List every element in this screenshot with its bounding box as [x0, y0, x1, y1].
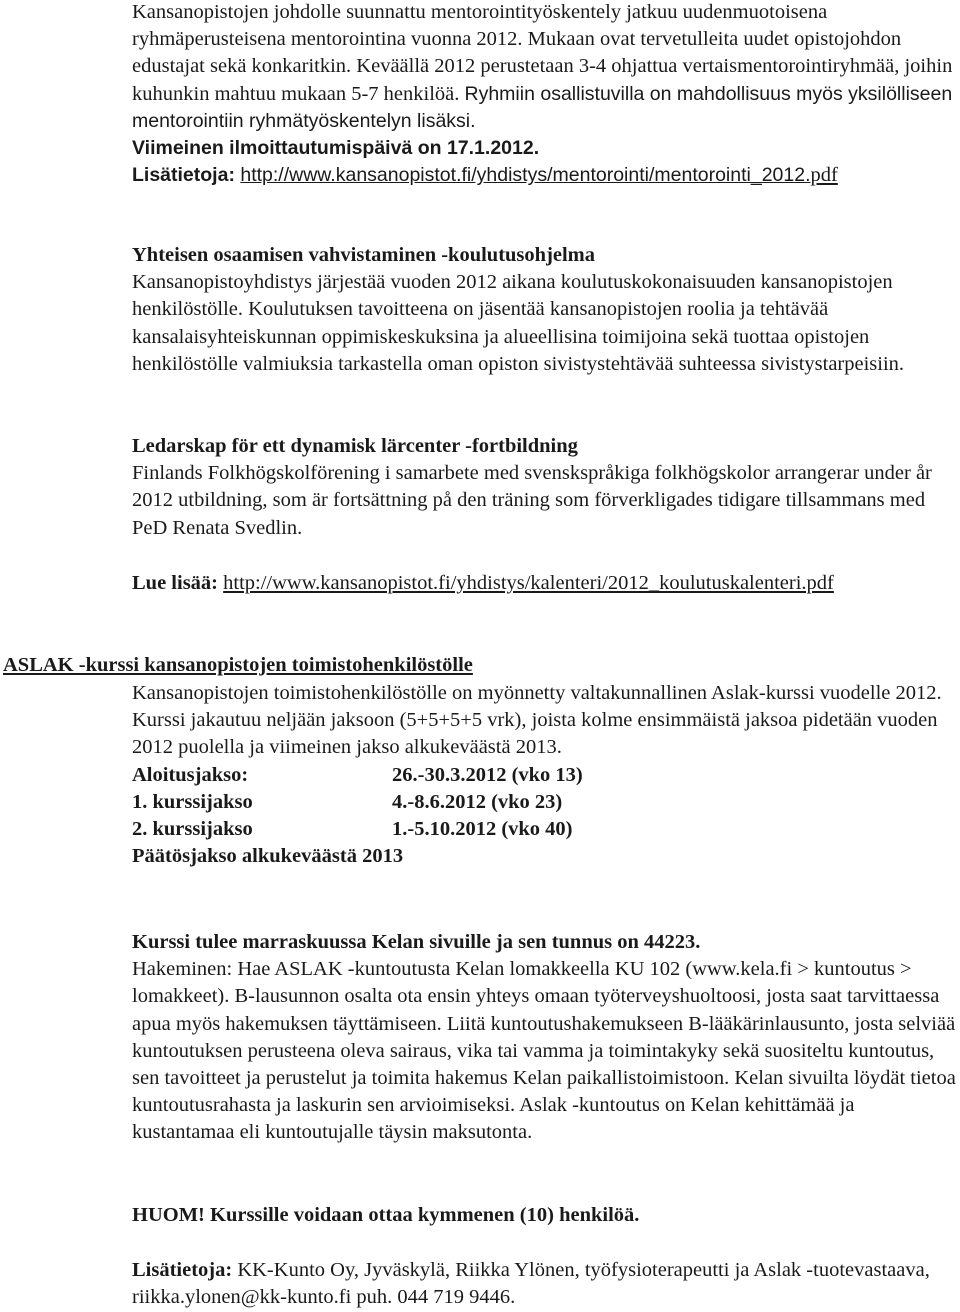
schedule-label: Aloitusjakso:: [132, 763, 249, 786]
schedule-row: [132, 762, 960, 789]
aslak-final: Päätösjakso alkukeväästä 2013: [132, 845, 404, 868]
yhteinen-section: [132, 242, 960, 378]
ledarskap-more-link[interactable]: http://www.kansanopistot.fi/yhdistys/kalenteri/2012_koulutuskalenteri.pdf: [223, 572, 834, 594]
aslak-heading: ASLAK -kurssi kansanopistojen toimistohenkilöstölle: [3, 654, 473, 676]
aslak-text: Kansanopistojen toimistohenkilöstölle on myönnetty valtakunnallinen Aslak-kurssi vuodelle 2012. Kurssi jakautuu neljään jaksoon (5+5+5+5 vrk), joista kolme ensimmäistä jaksoa pidetään vuoden 2012 puolella ja viimeinen jakso alkukeväästä 2013.: [132, 682, 942, 759]
schedule-label: 2. kurssijakso: [132, 818, 253, 841]
schedule-value: 1.-5.10.2012 (vko 40): [392, 818, 573, 841]
mentoring-info-line: [132, 162, 960, 189]
aslak-section: [132, 680, 960, 870]
ledarskap-more-label: Lue lisää:: [132, 572, 218, 594]
schedule-row: [132, 789, 960, 816]
aslak-apply-text: Hakeminen: Hae ASLAK -kuntoutusta Kelan lomakkeella KU 102 (www.kela.fi > kuntoutus > lomakkeet). B-lausunnon osalta ota ensin yhteys omaan työterveyshuoltoosi, josta saat tarvittaessa apua myös hakemuksen täyttämiseen. Liitä kuntoutushakemukseen B-lääkärinlausunto, josta selviää kuntoutuksen perusteena oleva sairaus, vika tai vamma ja toimintakyky sekä suositeltu kuntoutus, sen tavoitteet ja perustelut ja toimita hakemus Kelan paikallistoimistoon. Kelan sivuilta löydät tietoa kuntoutusrahasta ja laskurin sen arvioimiseksi. Aslak -kuntoutus on Kelan kehittämää ja kustantamaa eli kuntoutujalle täysin maksutonta.: [132, 958, 956, 1144]
mentoring-text-2: Ryhmiin osallistuvilla on mahdollisuus myös yksilölliseen mentorointiin ryhmätyöskentelyn lisäksi.: [132, 82, 953, 132]
aslak-kela-note: Kurssi tulee marraskuussa Kelan sivuille ja sen tunnus on 44223.: [132, 931, 701, 953]
yhteinen-paragraph: [132, 269, 960, 378]
aslak-contact-block: [132, 1257, 960, 1311]
yhteinen-text-2: Koulutuksen tavoitteena on jäsentää kansanopistojen roolia ja tehtävää kansalaisyhteiskunnan oppimiskeskuksina ja alueellisina toimijoina sekä tuottaa opistojen henkilöstölle valmiuksia tarkastella oman opiston sivistystehtävää suhteessa sivistystarpeisiin.: [132, 298, 905, 375]
aslak-contact-text: KK-Kunto Oy, Jyväskylä, Riikka Ylönen, työfysioterapeutti ja Aslak -tuotevastaava, riikka.ylonen@kk-kunto.fi puh. 044 719 9446.: [132, 1259, 930, 1309]
ledarskap-more-line: [132, 570, 960, 597]
mentoring-info-label: Lisätietoja:: [132, 164, 235, 187]
ledarskap-text: Finlands Folkhögskolförening i samarbete med svenskspråkiga folkhögskolor arrangerar under år 2012 utbildning, som är fortsättning på den träning som förverkligades tidigare tillsammans med PeD Renata Svedlin.: [132, 462, 932, 539]
yhteinen-text-1: Kansanopistoyhdistys järjestää vuoden 2012 aikana koulutuskokonaisuuden kansanopistojen henkilöstölle.: [132, 271, 893, 321]
aslak-huom-block: [132, 1202, 960, 1229]
mentoring-info-link-c[interactable]: pdf: [810, 164, 838, 187]
yhteinen-heading: Yhteisen osaamisen vahvistaminen -koulutusohjelma: [132, 244, 596, 266]
aslak-contact-label: Lisätietoja:: [132, 1259, 233, 1281]
mentoring-text-1: Kansanopistojen johdolle suunnattu mentorointityöskentely jatkuu uudenmuotoisena ryhmäperusteisena mentorointina vuonna 2012. Mukaan ovat tervetulleita uudet opistojohdon edustajat sekä konkaritkin. Keväällä 2012 perustetaan 3-4 ohjattua vertaismentorointiryhmää, joihin kuhunkin mahtuu mukaan 5-7 henkilöä.: [132, 1, 953, 105]
ledarskap-section: [132, 433, 960, 542]
aslak-huom: HUOM! Kurssille voidaan ottaa kymmenen (10) henkilöä.: [132, 1204, 640, 1226]
mentoring-deadline: Viimeinen ilmoittautumispäivä on 17.1.2012.: [132, 137, 540, 160]
schedule-value: 26.-30.3.2012 (vko 13): [392, 763, 583, 786]
mentoring-paragraph: [132, 0, 960, 135]
aslak-heading-block: [3, 652, 953, 679]
mentoring-info-link-a[interactable]: http://www.: [240, 164, 336, 187]
schedule-label: 1. kurssijakso: [132, 790, 253, 813]
aslak-schedule: [132, 762, 960, 844]
schedule-row: [132, 816, 960, 843]
ledarskap-heading: Ledarskap för ett dynamisk lärcenter -fortbildning: [132, 435, 578, 457]
schedule-value: 4.-8.6.2012 (vko 23): [392, 790, 563, 813]
mentoring-section: [132, 0, 960, 189]
mentoring-info-link-b[interactable]: kansanopistot.fi/yhdistys/mentorointi/mentorointi_2012.: [335, 164, 811, 187]
aslak-contact: [132, 1257, 960, 1311]
aslak-apply-section: [132, 929, 960, 1147]
